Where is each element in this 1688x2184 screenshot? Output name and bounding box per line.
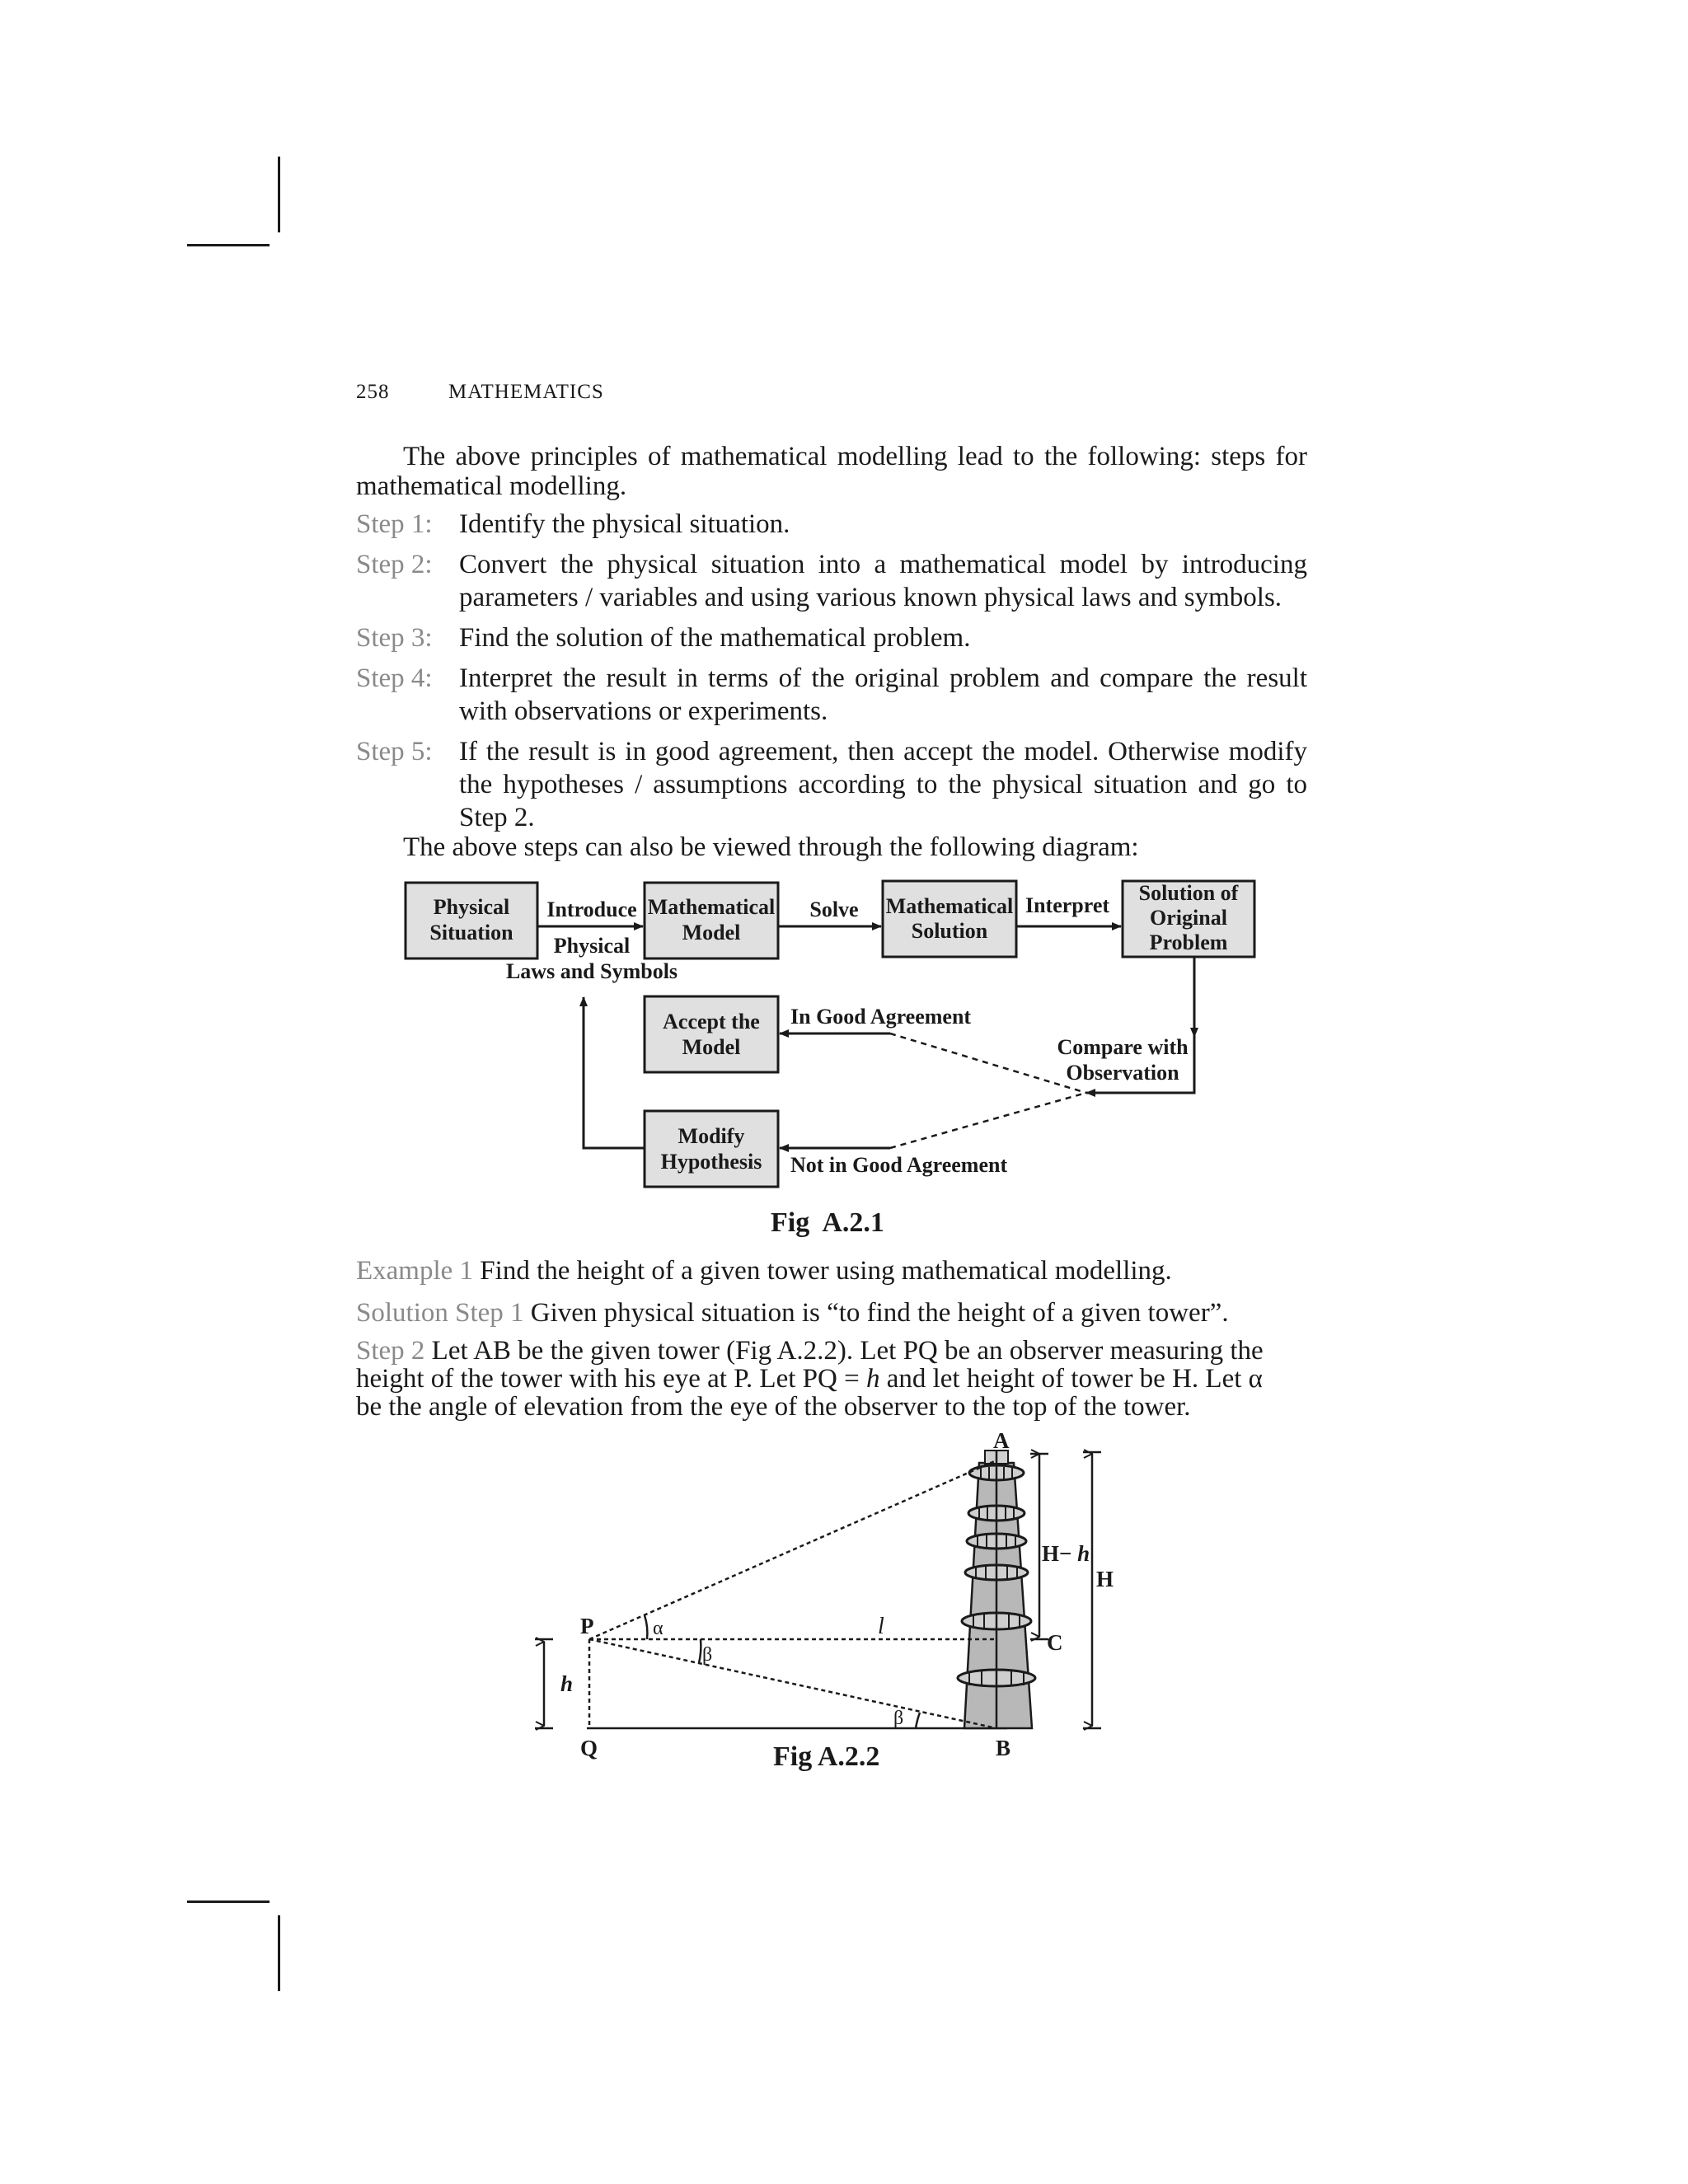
label-H: H (1096, 1567, 1114, 1591)
intro-paragraph: The above principles of mathematical modelling lead to the following: steps for mathematical modelling. (356, 442, 1307, 501)
label-physical: Physical (553, 934, 631, 958)
step-2-line-2b: and let height of tower be H. Let α (879, 1364, 1263, 1394)
label-beta: β (702, 1644, 713, 1666)
fig1-caption: Fig A.2.1 (771, 1207, 884, 1238)
angle-alpha-arc (645, 1615, 647, 1639)
label-H-minus-h (1042, 1541, 1090, 1566)
step-text: Interpret the result in terms of the original problem and compare the result with observations or experiments. (459, 663, 1307, 726)
label-H-minus: H− (1042, 1541, 1078, 1566)
running-title: MATHEMATICS (448, 381, 604, 403)
sight-line-top (589, 1460, 996, 1639)
label-mathematical-model-2: Model (682, 921, 741, 944)
label-compare-with: Compare with (1057, 1035, 1189, 1059)
label-modify-hypothesis-1: Modify (678, 1124, 745, 1148)
step-label: Step 5: (356, 737, 433, 766)
label-solution-original-2: Original (1150, 906, 1227, 930)
label-alpha: α (653, 1618, 663, 1639)
step-text: Find the solution of the mathematical problem. (459, 623, 971, 653)
label-A: A (993, 1428, 1010, 1453)
label-P: P (580, 1614, 594, 1638)
label-h-italic: h (1077, 1541, 1090, 1566)
label-mathematical-solution-1: Mathematical (885, 894, 1014, 918)
step-2-line-1-text: Let AB be the given tower (Fig A.2.2). Let PQ be an observer measuring the (424, 1336, 1264, 1366)
label-not-in-good-agreement: Not in Good Agreement (790, 1153, 1008, 1177)
tower (958, 1451, 1035, 1728)
label-introduce: Introduce (546, 898, 637, 921)
solution-text: Given physical situation is “to find the height of a given tower”. (523, 1298, 1229, 1328)
label-physical-situation-2: Situation (429, 921, 513, 944)
example-text: Find the height of a given tower using mathematical modelling. (473, 1256, 1172, 1286)
step-label: Step 3: (356, 623, 433, 653)
step-2-line-3: be the angle of elevation from the eye of the observer to the top of the tower. (356, 1392, 1191, 1422)
label-laws-symbols: Laws and Symbols (505, 959, 678, 983)
sight-line-base (589, 1639, 996, 1728)
label-modify-hypothesis-2: Hypothesis (660, 1150, 762, 1174)
label-observation: Observation (1066, 1061, 1179, 1085)
label-solution-original-1: Solution of (1138, 881, 1239, 905)
angle-beta-arc (699, 1639, 701, 1663)
example-label: Example 1 (356, 1256, 474, 1286)
label-l: l (878, 1614, 884, 1639)
step-label: Step 4: (356, 663, 433, 693)
fig2-caption: Fig A.2.2 (773, 1741, 880, 1772)
label-interpret: Interpret (1025, 893, 1110, 917)
label-accept-model-1: Accept the (663, 1010, 760, 1033)
label-solution-original-3: Problem (1149, 930, 1228, 954)
step-label: Step 1: (356, 509, 433, 539)
label-h: h (560, 1671, 574, 1696)
step-text: If the result is in good agreement, then accept the model. Otherwise modify the hypotheses / assumptions according to the physical situation and go to Step 2. (459, 737, 1307, 832)
step-2-label: Step 2 (356, 1336, 425, 1366)
page-number: 258 (356, 381, 390, 403)
step-label: Step 2: (356, 550, 433, 579)
diagram-intro: The above steps can also be viewed through the following diagram: (403, 832, 1139, 862)
step-text: Convert the physical situation into a mathematical model by introducing parameters / variables and using various known physical laws and symbols. (459, 550, 1307, 612)
label-Q: Q (580, 1736, 598, 1760)
label-B: B (996, 1736, 1011, 1760)
angle-beta-base-arc (916, 1713, 920, 1728)
label-mathematical-solution-2: Solution (911, 919, 988, 943)
label-C: C (1047, 1630, 1063, 1655)
step-2-line-2a: height of the tower with his eye at P. Let PQ = (356, 1364, 866, 1394)
label-beta-base: β (893, 1708, 904, 1729)
step-text: Identify the physical situation. (459, 509, 790, 539)
label-solve: Solve (809, 898, 859, 921)
label-accept-model-2: Model (682, 1035, 741, 1059)
solution-label: Solution Step 1 (356, 1298, 524, 1328)
label-in-good-agreement: In Good Agreement (790, 1005, 972, 1029)
label-physical-situation-1: Physical (433, 895, 510, 919)
label-mathematical-model-1: Mathematical (647, 895, 776, 919)
step-2-h: h (865, 1364, 880, 1394)
